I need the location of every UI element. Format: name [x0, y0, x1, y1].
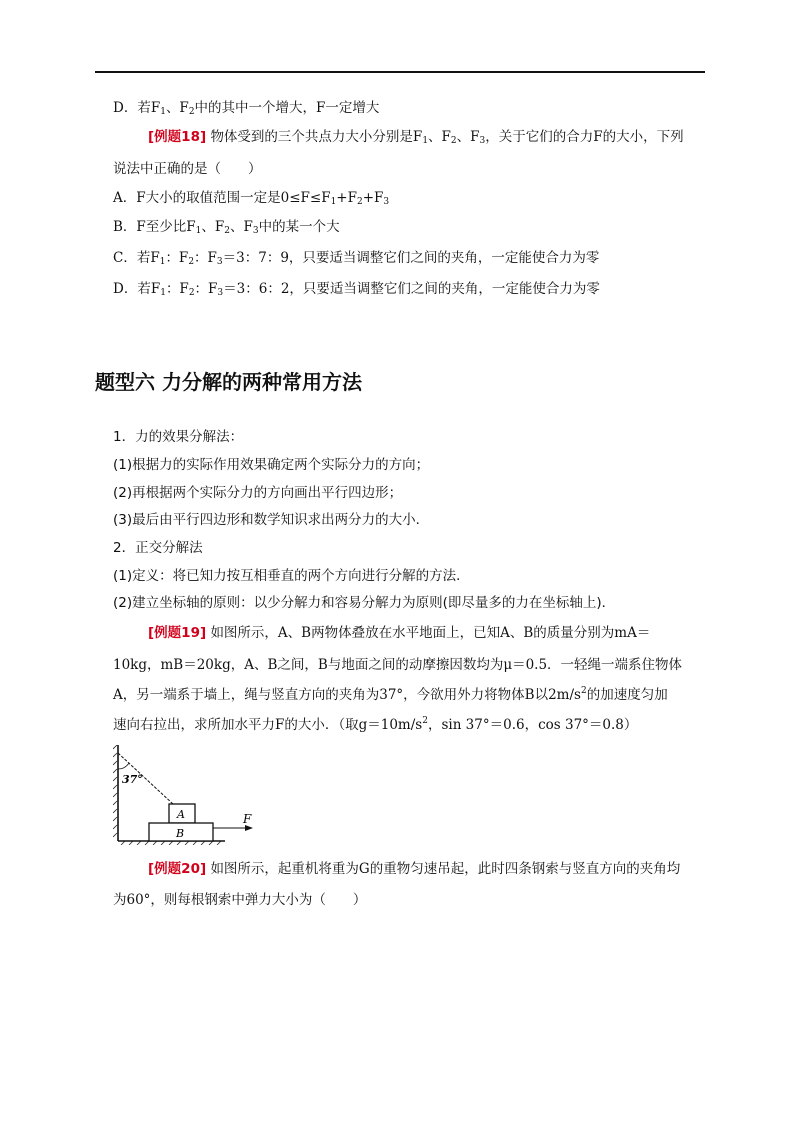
angle-label: 37°: [122, 773, 143, 786]
section-title: 题型六 力分解的两种常用方法: [95, 370, 362, 394]
method-line-7: (2)建立坐标轴的原则：以少分解力和容易分解力为原则(即尽量多的力在坐标轴上)．: [113, 595, 616, 611]
q17-option-d: D．若$F_1$、$F_2$中的其中一个增大，F一定增大: [113, 100, 380, 117]
header-rule: [95, 71, 705, 73]
method-line-3: (2)再根据两个实际分力的方向画出平行四边形；: [113, 485, 403, 501]
method-line-1: 1．力的效果分解法：: [113, 429, 244, 445]
q18-option-a: A．F大小的取值范围一定是$0\le F\le F_1+F_2+F_3$: [113, 190, 390, 207]
q19-figure: [113, 745, 263, 845]
method-line-2: (1)根据力的实际作用效果确定两个实际分力的方向；: [113, 457, 430, 473]
q19-line-2: 10kg，mB＝20kg，A、B之间，B与地面之间的动摩擦因数均为μ＝0.5．一轻绳一端系住物体: [113, 657, 683, 673]
force-label: F: [243, 812, 252, 826]
q19-tag: [例题19]: [148, 625, 207, 641]
q19-line-1: [例题19] 如图所示，A、B两物体叠放在水平地面上，已知A、B的质量分别为mA＝: [148, 625, 651, 641]
q18-tag: [例题18]: [148, 129, 207, 145]
q18-stem: [例题18] 物体受到的三个共点力大小分别是$F_1$、$F_2$、$F_3$，关于它们的合力F的大小，下列: [148, 129, 684, 146]
method-line-6: (1)定义：将已知力按互相垂直的两个方向进行分解的方法．: [113, 568, 470, 584]
angle-arc: [118, 763, 129, 769]
q18-stem-cont: 说法中正确的是（ ）: [113, 161, 262, 177]
q18-option-d: D．若$F_1$：$F_2$：$F_3=3$：6：2，只要适当调整它们之间的夹角，一定能使合力为零: [113, 281, 600, 298]
q20-tag: [例题20]: [148, 861, 207, 877]
q20-line-2: 为60°，则每根钢索中弹力大小为（ ）: [113, 892, 367, 908]
q19-line-3: A，另一端系于墙上，绳与竖直方向的夹角为37°，今欲用外力将物体B以$2m/s^2$的加速度匀加: [113, 686, 668, 703]
method-line-4: (3)最后由平行四边形和数学知识求出两分力的大小．: [113, 512, 430, 528]
q20-line-1: [例题20] 如图所示，起重机将重为G的重物匀速吊起，此时四条钢索与竖直方向的夹角均: [148, 861, 681, 877]
q19-line-4: 速向右拉出，求所加水平力F的大小．（取$g=10m/s^2$，sin 37°＝0.6，cos 37°＝0.8）: [113, 716, 638, 733]
q18-option-b: B．F至少比$F_1$、$F_2$、$F_3$中的某一个大: [113, 219, 340, 236]
wall-hatching: [113, 745, 117, 837]
q18-option-c: C．若$F_1$：$F_2$：$F_3=3$：7：9，只要适当调整它们之间的夹角，一定能使合力为零: [113, 250, 600, 267]
block-a-label: A: [177, 808, 185, 821]
method-line-5: 2．正交分解法: [113, 540, 203, 556]
block-b-label: B: [176, 827, 185, 840]
